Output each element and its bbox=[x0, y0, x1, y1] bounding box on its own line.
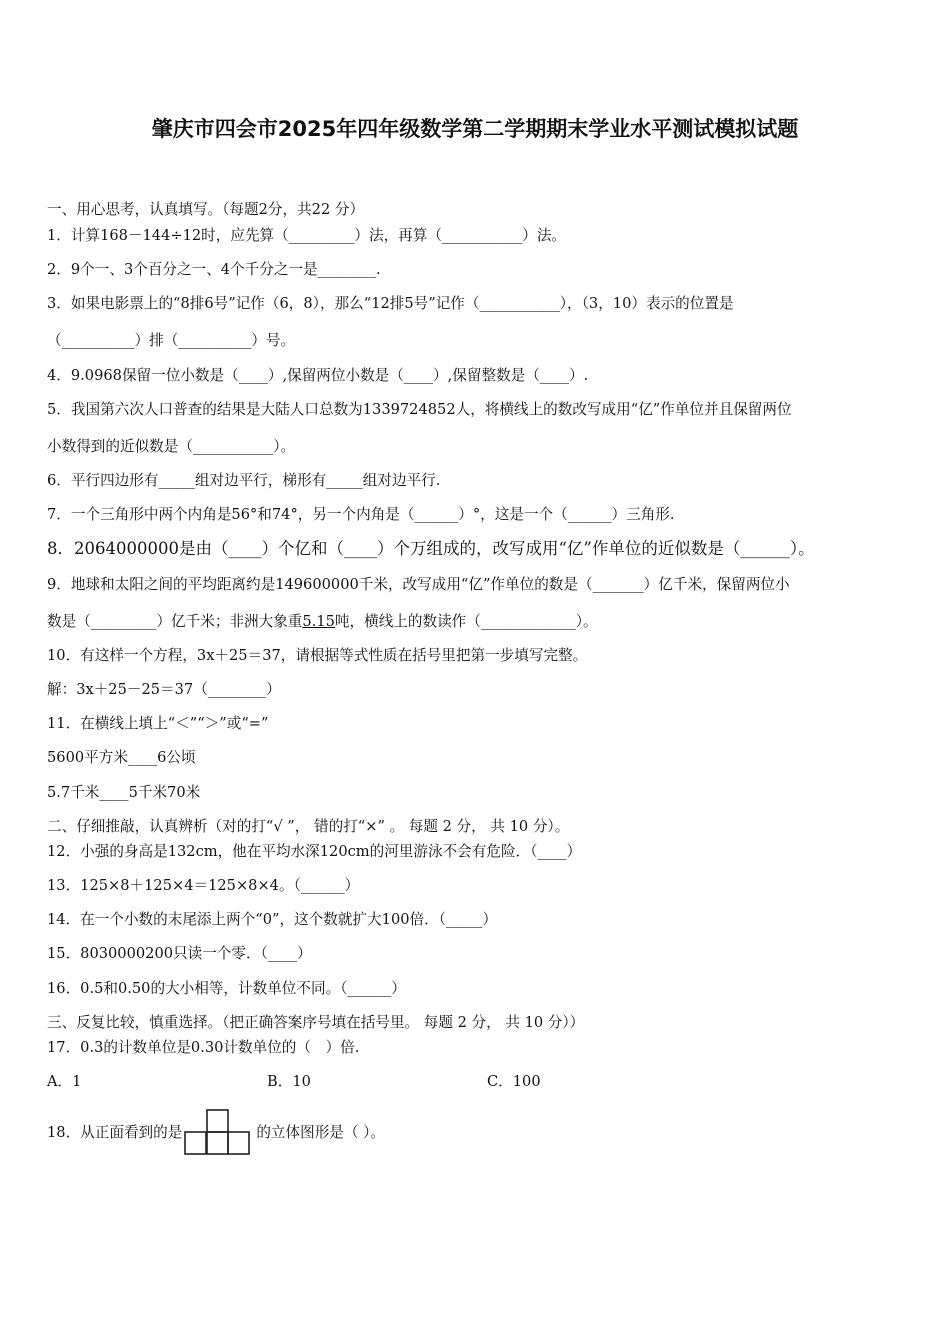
question-9-underlined-value: 5.15 bbox=[302, 613, 335, 630]
question-18 bbox=[47, 1108, 385, 1158]
question-16: 16．0.5和0.50的大小相等，计数单位不同。（______） bbox=[47, 980, 406, 997]
question-9-line-2 bbox=[47, 612, 598, 632]
question-12: 12．小强的身高是132cm，他在平均水深120cm的河里游泳不会有危险．（____） bbox=[47, 843, 582, 860]
front-view-shape-figure bbox=[184, 1108, 254, 1158]
section-3-heading: 三、反复比较，慎重选择。（把正确答案序号填在括号里。 每题 2 分， 共 10 分）） bbox=[47, 1014, 585, 1031]
question-5-line-1: 5．我国第六次人口普查的结果是大陆人口总数为1339724852人，将横线上的数改写成用“亿”作单位并且保留两位 bbox=[47, 401, 792, 418]
question-4: 4．9.0968保留一位小数是（____）,保留两位小数是（____）,保留整数是（____）. bbox=[47, 367, 589, 384]
question-11: 11．在横线上填上“＜”“＞”或“=” bbox=[47, 715, 269, 732]
cube-front-view-diagram bbox=[184, 1108, 254, 1158]
question-2: 2．9个一、3个百分之一、4个千分之一是________. bbox=[47, 261, 381, 278]
question-11-item-b: 5.7千米____5千米70米 bbox=[47, 784, 201, 801]
question-10: 10．有这样一个方程，3x＋25＝37，请根据等式性质在括号里把第一步填写完整。 bbox=[47, 647, 588, 664]
question-7: 7．一个三角形中两个内角是56°和74°，另一个内角是（______）°，这是一个（______）三角形. bbox=[47, 506, 675, 523]
option-a: A．1 bbox=[47, 1073, 82, 1090]
question-6: 6．平行四边形有_____组对边平行，梯形有_____组对边平行. bbox=[47, 472, 441, 489]
section-1-heading: 一、用心思考，认真填写。（每题2分，共22 分） bbox=[47, 201, 365, 218]
section-2-heading: 二、仔细推敲，认真辨析（对的打“√ ”， 错的打“×” 。 每题 2 分， 共 10 分）。 bbox=[47, 818, 570, 835]
question-18-text-a: 18．从正面看到的是 bbox=[47, 1124, 183, 1141]
question-8: 8．2064000000是由（____）个亿和（____）个万组成的，改写成用“亿”作单位的近似数是（______）。 bbox=[47, 539, 815, 558]
question-13: 13．125×8＋125×4＝125×8×4。（______） bbox=[47, 877, 360, 894]
question-3-line-2: （__________）排（__________）号。 bbox=[47, 332, 296, 349]
question-15: 15．8030000200只读一个零．（____） bbox=[47, 945, 312, 962]
question-10-solution: 解：3x＋25－25＝37（________） bbox=[47, 681, 281, 698]
question-9-text-a: 数是（_________）亿千米；非洲大象重 bbox=[47, 613, 303, 630]
page-title: 肇庆市四会市2025年四年级数学第二学期期末学业水平测试模拟试题 bbox=[151, 117, 799, 141]
option-c: C．100 bbox=[487, 1073, 541, 1090]
question-11-item-a: 5600平方米____6公顷 bbox=[47, 749, 196, 766]
question-17: 17．0.3的计数单位是0.30计数单位的（ ）倍. bbox=[47, 1039, 360, 1056]
question-18-text-b: 的立体图形是（ ）。 bbox=[256, 1124, 386, 1141]
question-9-text-b: 吨，横线上的数读作（_____________）。 bbox=[334, 613, 598, 630]
option-b: B．10 bbox=[267, 1073, 311, 1090]
question-14: 14．在一个小数的末尾添上两个“0”，这个数就扩大100倍．（_____） bbox=[47, 911, 498, 928]
question-3-line-1: 3．如果电影票上的“8排6号”记作（6，8），那么“12排5号”记作（___________），（3，10）表示的位置是 bbox=[47, 295, 734, 312]
question-5-line-2: 小数得到的近似数是（___________）。 bbox=[47, 438, 296, 455]
question-9-line-1: 9．地球和太阳之间的平均距离约是149600000千米，改写成用“亿”作单位的数是（_______）亿千米，保留两位小 bbox=[47, 576, 790, 593]
question-1: 1．计算168－144÷12时，应先算（_________）法，再算（___________）法。 bbox=[47, 227, 567, 244]
